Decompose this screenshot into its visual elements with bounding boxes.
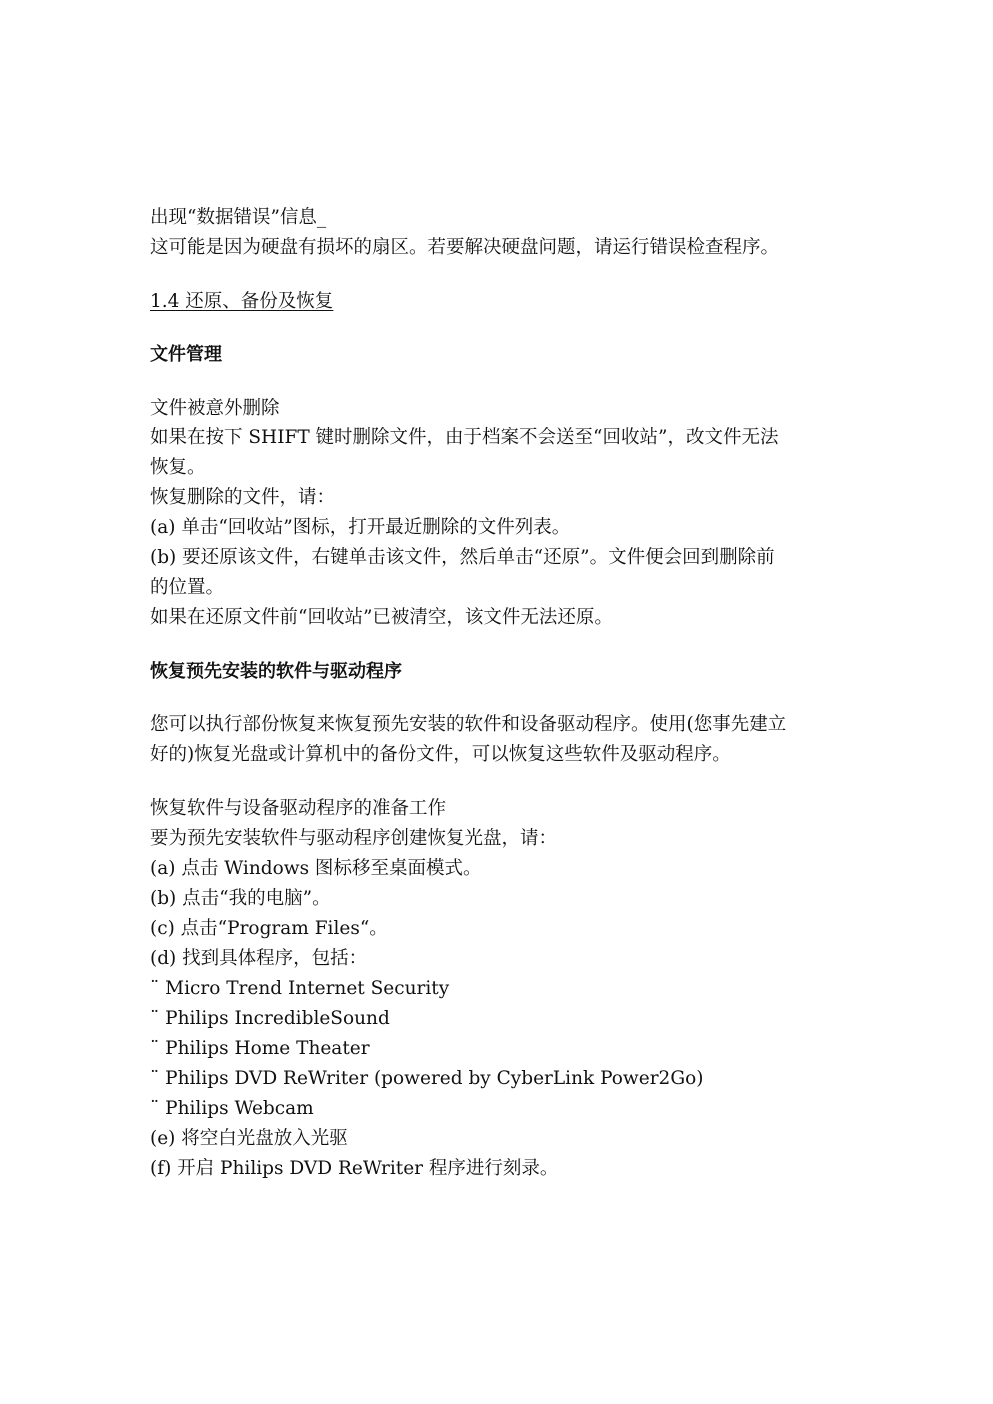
prep-intro: 要为预先安装软件与驱动程序创建恢复光盘，请： [150, 828, 558, 849]
shift-delete-paragraph-line2: 恢复。 [150, 457, 206, 478]
prep-step: (b) 点击“我的电脑”。 [150, 888, 331, 909]
section-title-1-4: 1.4 还原、备份及恢复 [150, 291, 334, 312]
program-list-item: ¨ Micro Trend Internet Security [150, 978, 450, 999]
recycle-bin-note: 如果在还原文件前“回收站”已被清空，该文件无法还原。 [150, 607, 613, 628]
final-step: (e) 将空白光盘放入光驱 [150, 1128, 348, 1149]
accidental-delete-subheading: 文件被意外删除 [150, 398, 280, 419]
final-step: (f) 开启 Philips DVD ReWriter 程序进行刻录。 [150, 1158, 559, 1179]
prep-step: (c) 点击“Program Files“。 [150, 918, 388, 939]
restore-step-a: (a) 单击“回收站”图标，打开最近删除的文件列表。 [150, 517, 571, 538]
prep-step: (d) 找到具体程序，包括： [150, 948, 368, 969]
restore-intro: 恢复删除的文件，请： [150, 487, 336, 508]
prep-step: (a) 点击 Windows 图标移至桌面模式。 [150, 858, 482, 879]
restore-step-b-line2: 的位置。 [150, 577, 225, 598]
recovery-paragraph-line2: 好的)恢复光盘或计算机中的备份文件，可以恢复这些软件及驱动程序。 [150, 744, 731, 765]
restore-step-b-line1: (b) 要还原该文件，右键单击该文件，然后单击“还原”。文件便会回到删除前 [150, 547, 775, 568]
program-list-item: ¨ Philips Home Theater [150, 1038, 370, 1059]
data-error-text: 这可能是因为硬盘有损坏的扇区。若要解决硬盘问题，请运行错误检查程序。 [150, 237, 780, 258]
program-list-item: ¨ Philips IncredibleSound [150, 1008, 390, 1029]
program-list-item: ¨ Philips DVD ReWriter (powered by CyberLink Power2Go) [150, 1068, 704, 1089]
prep-heading: 恢复软件与设备驱动程序的准备工作 [150, 798, 447, 819]
file-management-heading: 文件管理 [150, 344, 222, 365]
program-list-item: ¨ Philips Webcam [150, 1098, 314, 1119]
recovery-paragraph-line1: 您可以执行部份恢复来恢复预先安装的软件和设备驱动程序。使用(您事先建立 [150, 714, 787, 735]
shift-delete-paragraph-line1: 如果在按下 SHIFT 键时删除文件，由于档案不会送至“回收站”，改文件无法 [150, 427, 779, 448]
data-error-heading: 出现“数据错误”信息_ [150, 207, 327, 228]
recovery-heading: 恢复预先安装的软件与驱动程序 [150, 661, 402, 682]
